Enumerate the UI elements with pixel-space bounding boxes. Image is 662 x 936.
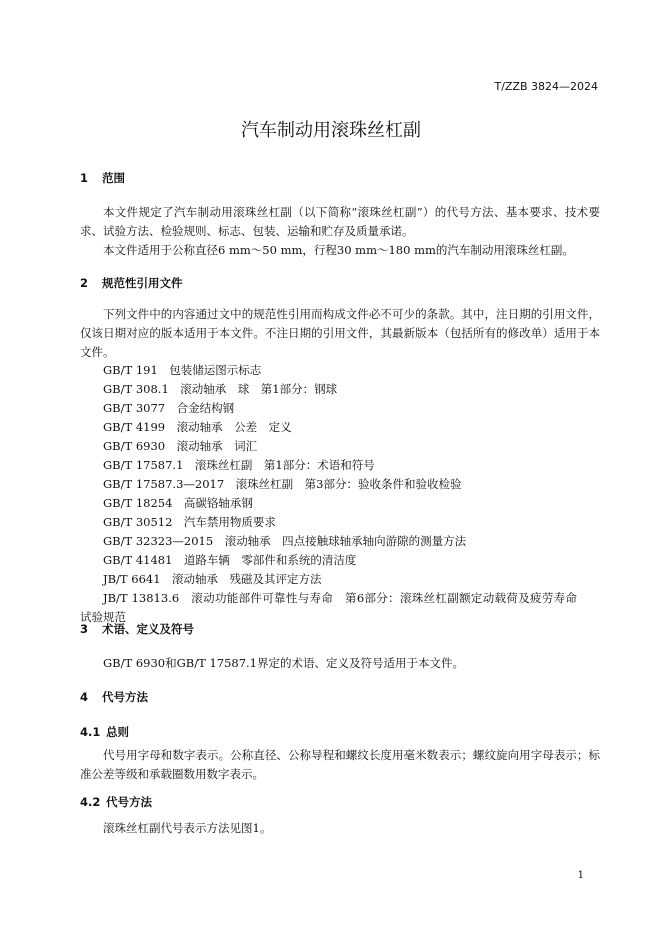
reference-item: GB/T 3077 合金结构钢 xyxy=(103,401,235,415)
section-heading-scope xyxy=(80,170,125,186)
reference-item: GB/T 18254 高碳铬轴承钢 xyxy=(103,496,253,510)
reference-item: JB/T 13813.6 滚动功能部件可靠性与寿命 第6部分：滚珠丝杠副额定动载荷及疲劳寿命试验规范 xyxy=(80,591,577,624)
reference-item: GB/T 30512 汽车禁用物质要求 xyxy=(103,515,276,529)
section-number: 2 xyxy=(80,276,89,290)
subsection-title: 总则 xyxy=(106,725,129,739)
paragraph-scope-2: 本文件适用于公称直径6 mm～50 mm，行程30 mm～180 mm的汽车制动用滚珠丝杠副。 xyxy=(103,243,574,257)
standard-code: T/ZZB 3824—2024 xyxy=(494,80,598,93)
subsection-heading-code-method xyxy=(80,794,152,810)
reference-item: GB/T 308.1 滚动轴承 球 第1部分：钢球 xyxy=(103,382,338,396)
document-title: 汽车制动用滚珠丝杠副 xyxy=(241,120,421,141)
section-number: 3 xyxy=(80,622,89,636)
subsection-title: 代号方法 xyxy=(106,795,152,809)
section-number: 1 xyxy=(80,171,89,185)
section-heading-terms xyxy=(80,621,194,637)
reference-item: GB/T 17587.3—2017 滚珠丝杠副 第3部分：验收条件和验收检验 xyxy=(103,477,462,491)
reference-item: GB/T 41481 道路车辆 零部件和系统的清洁度 xyxy=(103,553,357,567)
section-title: 规范性引用文件 xyxy=(102,276,183,290)
section-heading-normative-references xyxy=(80,275,183,291)
subsection-heading-general xyxy=(80,724,129,740)
reference-item: JB/T 6641 滚动轴承 残磁及其评定方法 xyxy=(103,572,322,586)
subsection-number: 4.1 xyxy=(80,725,101,739)
section-title: 术语、定义及符号 xyxy=(102,622,194,636)
section-heading-code-method xyxy=(80,689,148,705)
reference-item: GB/T 6930 滚动轴承 词汇 xyxy=(103,439,258,453)
paragraph-references-intro: 下列文件中的内容通过文中的规范性引用而构成文件必不可少的条款。其中，注日期的引用文件，仅该日期对应的版本适用于本文件。不注日期的引用文件，其最新版本（包括所有的修改单）适用于本文件。 xyxy=(80,307,600,359)
reference-item: GB/T 17587.1 滚珠丝杠副 第1部分：术语和符号 xyxy=(103,458,375,472)
reference-item: GB/T 4199 滚动轴承 公差 定义 xyxy=(103,420,292,434)
reference-item: GB/T 32323—2015 滚动轴承 四点接触球轴承轴向游隙的测量方法 xyxy=(103,534,467,548)
paragraph-code-method: 滚珠丝杠副代号表示方法见图1。 xyxy=(103,821,272,835)
subsection-number: 4.2 xyxy=(80,795,101,809)
page-number: 1 xyxy=(577,870,584,881)
paragraph-general: 代号用字母和数字表示。公称直径、公称导程和螺纹长度用毫米数表示；螺纹旋向用字母表示；标准公差等级和承载圈数用数字表示。 xyxy=(80,748,600,781)
section-title: 范围 xyxy=(102,171,125,185)
section-number: 4 xyxy=(80,690,89,704)
reference-item: GB/T 191 包装储运图示标志 xyxy=(103,363,262,377)
paragraph-scope-1: 本文件规定了汽车制动用滚珠丝杠副（以下简称“滚珠丝杠副”）的代号方法、基本要求、技术要求、试验方法、检验规则、标志、包装、运输和贮存及质量承诺。 xyxy=(80,205,600,238)
section-title: 代号方法 xyxy=(102,690,148,704)
paragraph-terms: GB/T 6930和GB/T 17587.1界定的术语、定义及符号适用于本文件。 xyxy=(103,656,464,670)
